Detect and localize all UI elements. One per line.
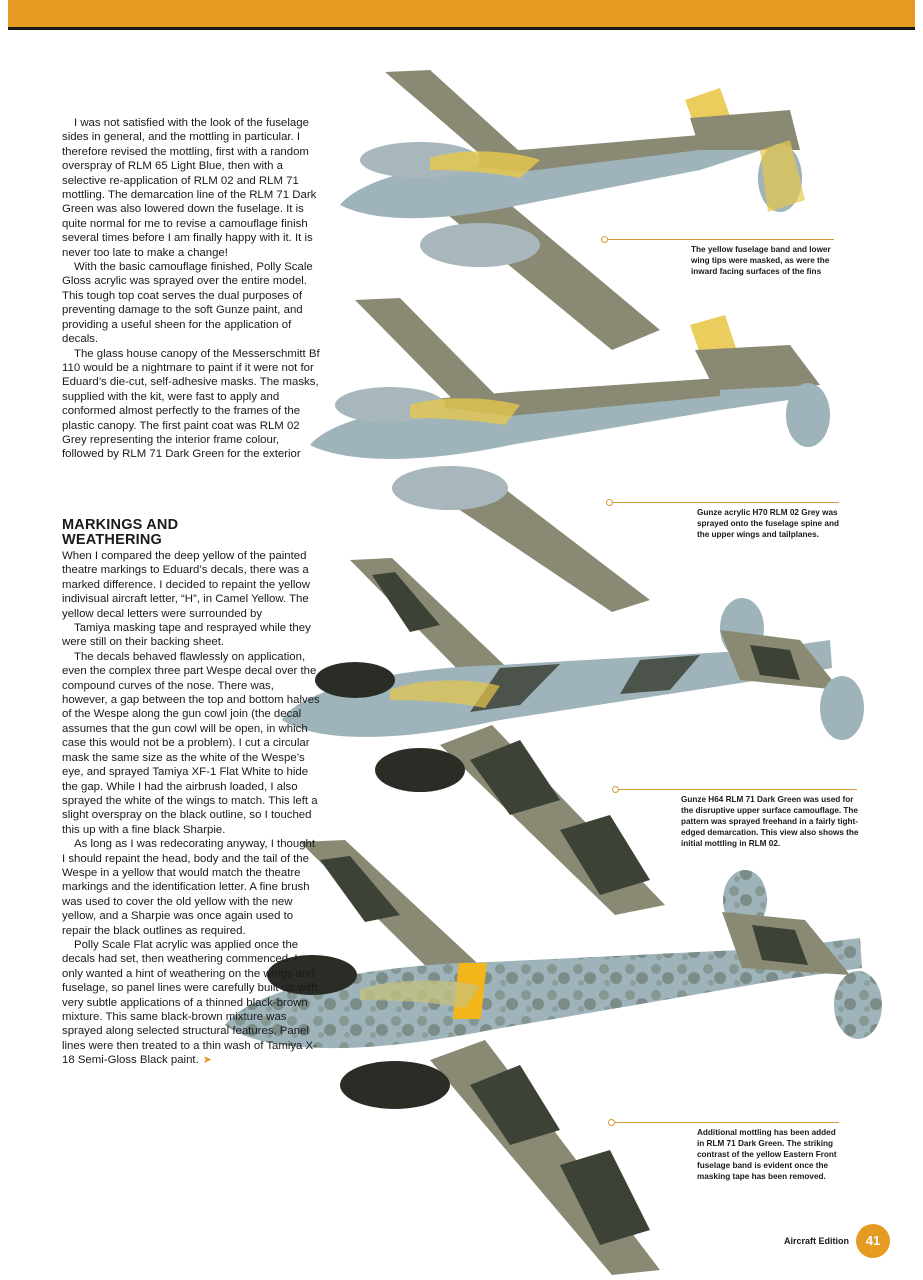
page-number: 41 bbox=[856, 1224, 890, 1258]
paragraph: The decals behaved flawlessly on application, even the complex three part Wespe decal over the compound curves of the nose. There was, however, a gap between the top and bottom halves of the Wespe along the gun cowl join (the decal assumes that the gun cowl will be open, in which case this would not be a problem). I cut a circular mask the same size as the white of the Wespe’s eye, and sprayed Tamiya XF-1 Flat White to hide the gap. While I had the airbrush loaded, I also sprayed the white of the wings to match. This left a slight overspray on the black outline, so I touched this up with a fine black Sharpie. bbox=[62, 650, 320, 836]
publication-name: Aircraft Edition bbox=[784, 1236, 850, 1246]
paragraph: Tamiya masking tape and resprayed while they were still on their backing sheet. bbox=[62, 622, 311, 649]
caption-4-leader-dot bbox=[608, 1119, 615, 1126]
photo-caption: Gunze acrylic H70 RLM 02 Grey was sprayed onto the fuselage spine and the upper wings and tailplanes. bbox=[697, 508, 839, 539]
caption-4-leader bbox=[611, 1122, 839, 1123]
photo-caption: The yellow fuselage band and lower wing tips were masked, as were the inward facing surfaces of the fins bbox=[691, 245, 831, 276]
paragraph-text: Polly Scale Flat acrylic was applied once the decals had set, then weathering commenced. I only wanted a hint of weathering on the wings and fuselage, so panel lines were carefully built up with very subtle applications of a thinned black-brown mixture. This same black-brown mixture was sprayed along selected structural features. Panel lines were then treated to a thin wash of Tamiya X-18 Semi-Gloss Black paint. bbox=[62, 938, 318, 1067]
section-heading bbox=[62, 518, 312, 548]
photo-caption: Additional mottling has been added in RLM 71 Dark Green. The striking contrast of the yellow Eastern Front fuselage band is evident once the masking tape has been removed. bbox=[697, 1128, 837, 1181]
body-text-intro bbox=[62, 116, 320, 462]
caption-1-leader-dot bbox=[601, 236, 608, 243]
paragraph: The glass house canopy of the Messerschmitt Bf 110 would be a nightmare to paint if it were not for Eduard’s die-cut, self-adhesive masks. The masks, supplied with the kit, were fast to apply and conformed almost perfectly to the frames of the plastic canopy. The first paint coat was RLM 02 Grey representing the interior frame colour, followed by RLM 71 Dark Green for the exterior bbox=[62, 347, 320, 461]
section-heading-line: MARKINGS AND bbox=[62, 517, 179, 533]
paragraph bbox=[62, 938, 320, 1068]
caption-3-leader-dot bbox=[612, 786, 619, 793]
section-heading-line: WEATHERING bbox=[62, 532, 163, 548]
caption-2-leader-dot bbox=[606, 499, 613, 506]
photo-plane-4 bbox=[225, 840, 882, 1275]
photo-caption: Gunze H64 RLM 71 Dark Green was used for the disruptive upper surface camouflage. The pattern was sprayed freehand in a fairly tight-edged demarcation. This view also shows the initial mottling in RLM 02. bbox=[681, 795, 859, 848]
caption-1-leader bbox=[604, 239, 834, 240]
paragraph: When I compared the deep yellow of the painted theatre markings to Eduard’s decals, there was a marked difference. I decided to repaint the yellow indivisual aircraft letter, “H”, in Camel Yellow. The yellow decal letters were surrounded by bbox=[62, 550, 310, 620]
paragraph: I was not satisfied with the look of the fuselage sides in general, and the mottling in particular. I therefore revised the mottling, first with a random overspray of RLM 65 Light Blue, then with a selective re-application of RLM 02 and RLM 71 mottling. The demarcation line of the RLM 71 Dark Green was also lowered down the fuselage. It is quite normal for me to revise a camouflage finish several times before I am finally happy with it. It is never too late to make a change! bbox=[62, 117, 317, 259]
caption-3-leader bbox=[615, 789, 857, 790]
body-text-markings bbox=[62, 549, 320, 1068]
end-arrow-icon: ➤ bbox=[202, 1054, 212, 1067]
caption-2-leader bbox=[609, 502, 839, 503]
paragraph: As long as I was redecorating anyway, I thought I should repaint the head, body and the tail of the Wespe in a yellow that would match the theatre markings and the identification letter. A fine brush was used to cover the old yellow with the new yellow, and a Sharpie was once again used to repair the black outlines as required. bbox=[62, 838, 316, 937]
paragraph: With the basic camouflage finished, Polly Scale Gloss acrylic was sprayed over the entire model. This tough top coat serves the dual purposes of preventing damage to the soft Gunze paint, and providing a useful sheen for the application of decals. bbox=[62, 261, 313, 346]
photo-plane-3 bbox=[282, 558, 864, 915]
